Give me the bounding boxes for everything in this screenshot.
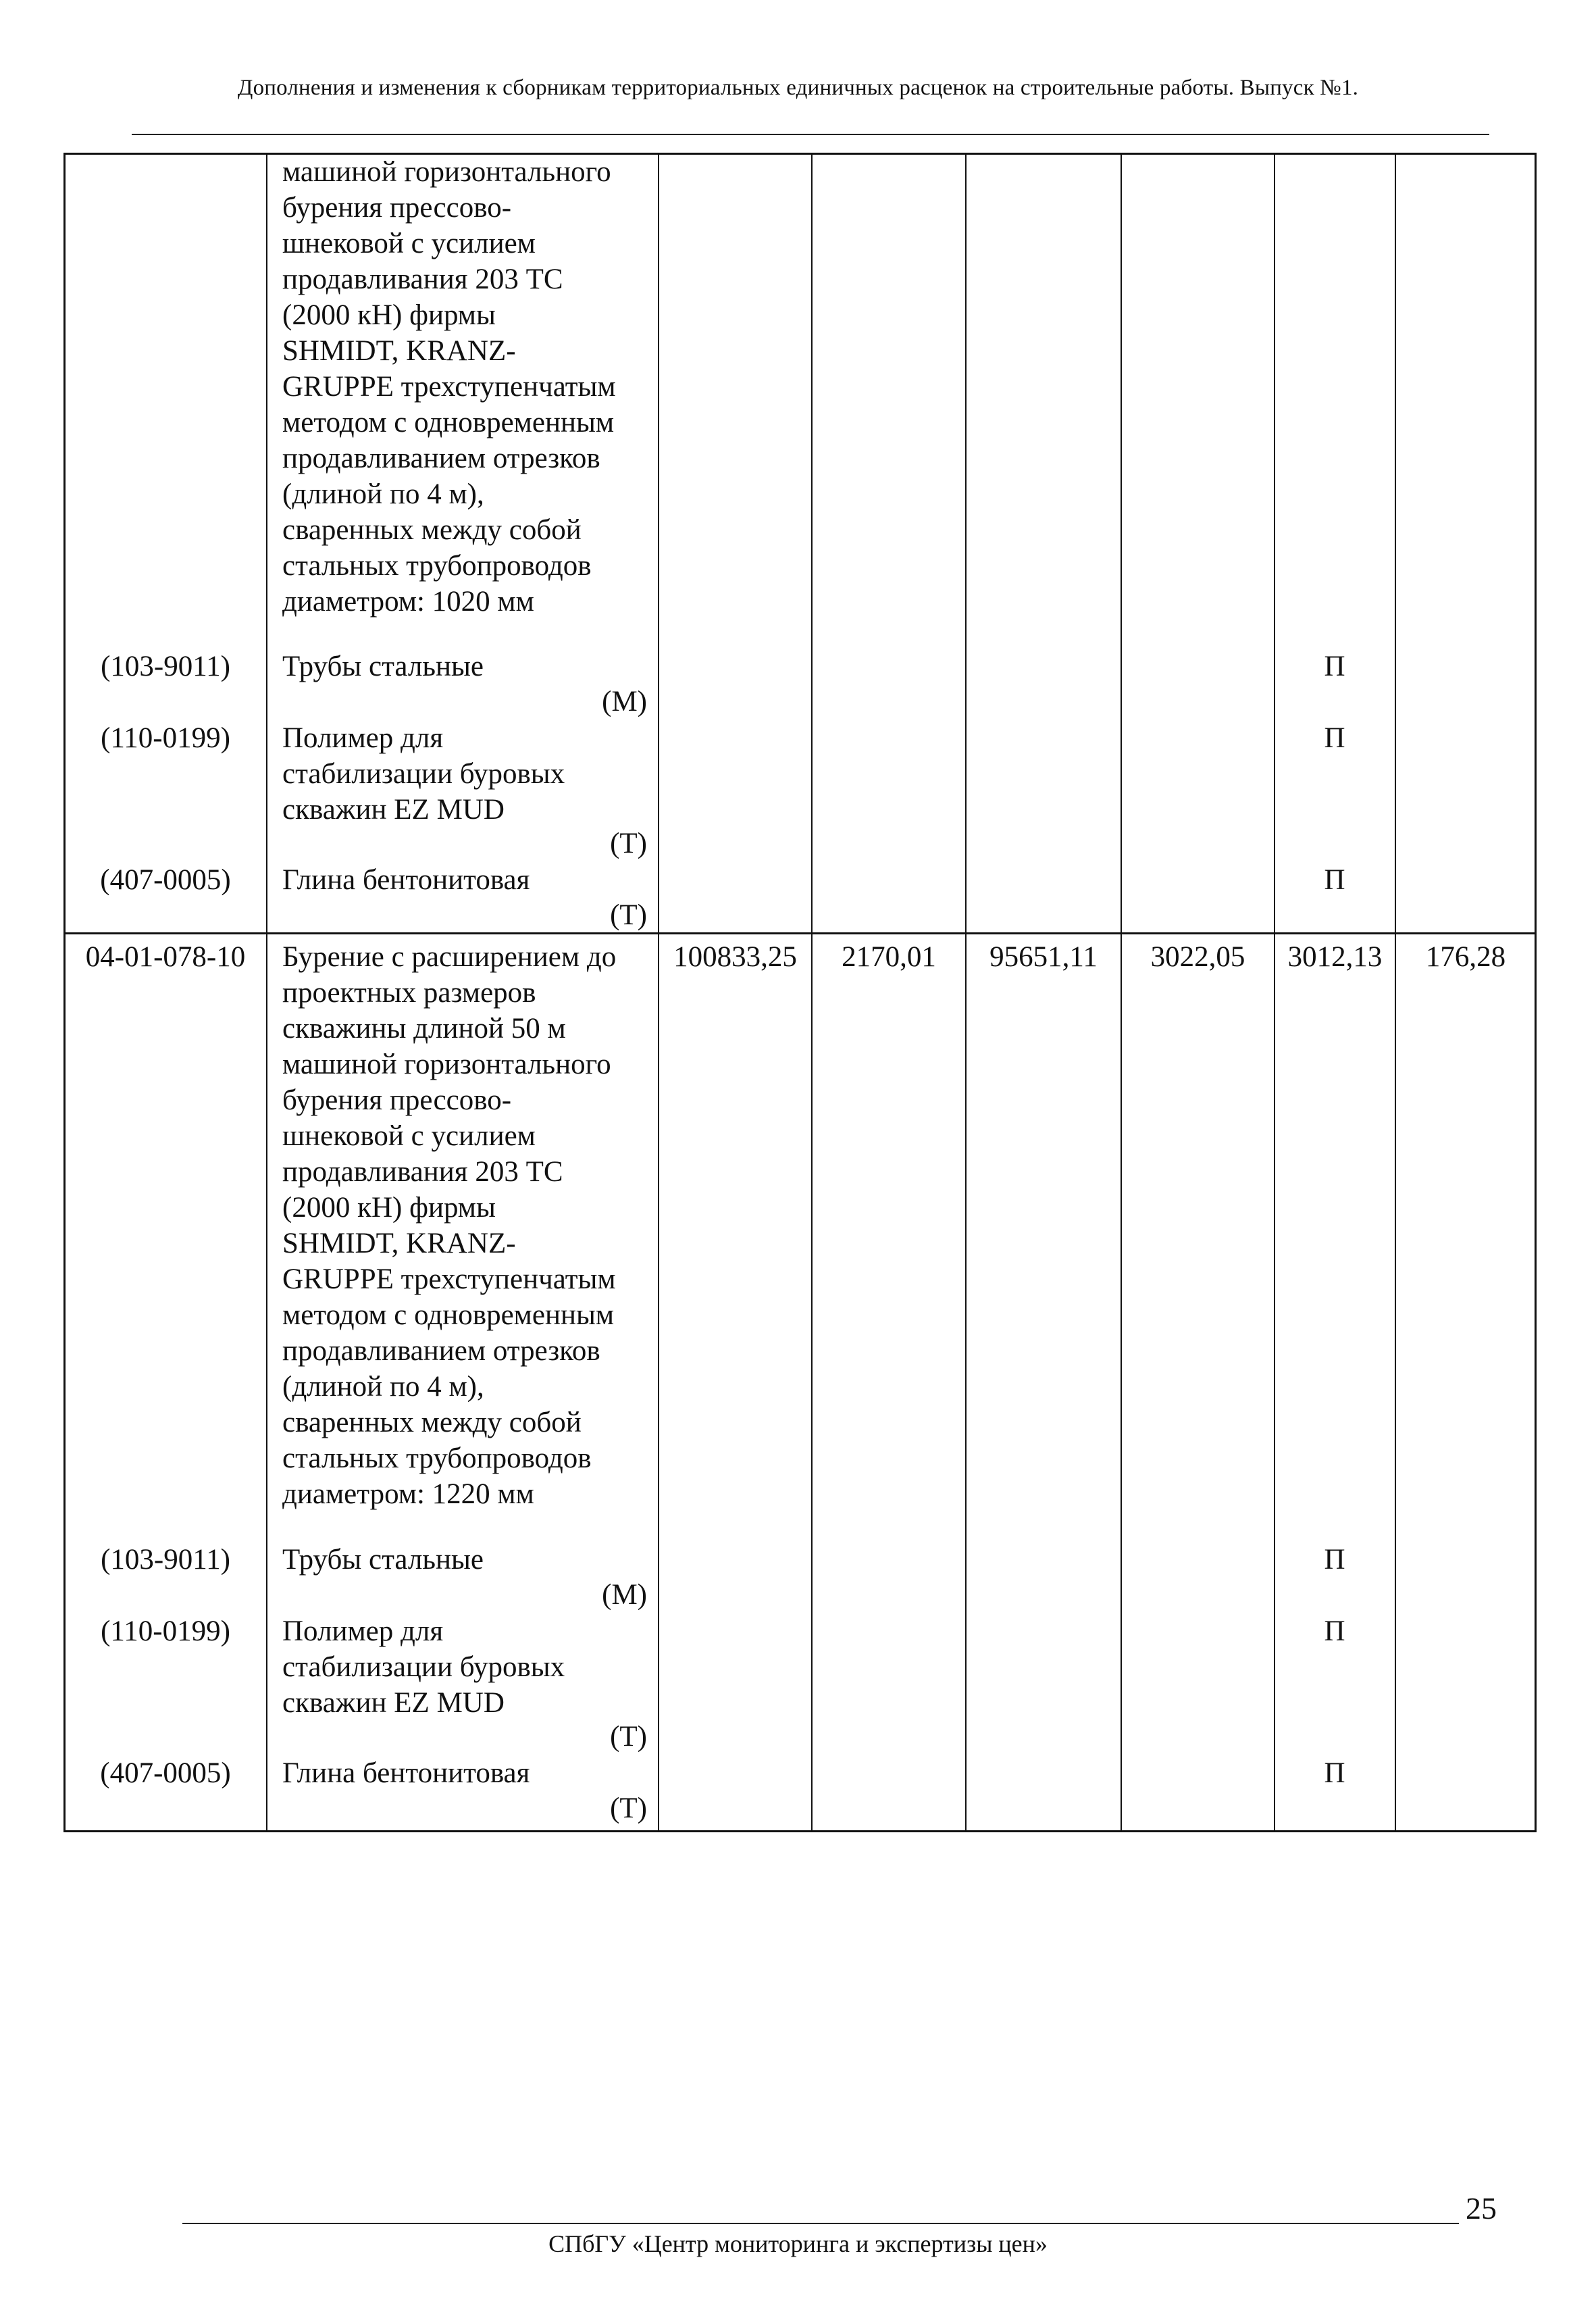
- col-divider-price3: [1121, 153, 1122, 1832]
- col-divider-price2: [965, 153, 967, 1832]
- material-name: Трубы стальные: [282, 651, 484, 682]
- price-machines: 95651,11: [989, 941, 1098, 973]
- material-name: Глина бентонитовая: [282, 864, 530, 896]
- price-labor: 176,28: [1425, 941, 1506, 973]
- material-unit: (Т): [610, 1721, 647, 1753]
- material-flag: П: [1324, 864, 1345, 896]
- footer-divider: [182, 2223, 1459, 2224]
- page-number: 25: [1466, 2191, 1497, 2225]
- material-unit: (М): [602, 686, 647, 718]
- material-flag: П: [1324, 722, 1345, 754]
- material-flag: П: [1324, 651, 1345, 682]
- col-divider-code: [266, 153, 267, 1832]
- material-name: Трубы стальные: [282, 1544, 484, 1576]
- material-code: (110-0199): [101, 1615, 230, 1647]
- col-divider-desc: [658, 153, 659, 1832]
- material-name: Глина бентонитовая: [282, 1757, 530, 1789]
- material-name: Полимер для стабилизации буровых скважин EZ MUD: [282, 722, 565, 826]
- material-flag: П: [1324, 1757, 1345, 1789]
- rate-code: 04-01-078-10: [85, 941, 246, 973]
- material-unit: (Т): [610, 899, 647, 931]
- document-header: Дополнения и изменения к сборникам территориальных единичных расценок на строительные работы. Выпуск №1.: [237, 76, 1359, 100]
- material-unit: (М): [602, 1579, 647, 1611]
- rate-description: Бурение с расширением до проектных размеров скважины длиной 50 м машиной горизонтального бурения прессово- шнековой с усилием продавливания 203 ТС (2000 кН) фирмы SHMIDT, KRANZ- GRUPPE трехступенчатым методом с одновременным продавливанием отрезков (длиной по 4 м), сваренных между собой стальных трубопроводов диаметром: 1220 мм: [282, 941, 617, 1510]
- material-flag: П: [1324, 1544, 1345, 1576]
- material-flag: П: [1324, 1615, 1345, 1647]
- material-code: (103-9011): [101, 1544, 230, 1576]
- col-divider-price4: [1274, 153, 1275, 1832]
- col-divider-price1: [811, 153, 813, 1832]
- price-materials: 3012,13: [1287, 941, 1383, 973]
- price-wages: 2170,01: [842, 941, 936, 973]
- price-machinist-wages: 3022,05: [1150, 941, 1245, 973]
- header-divider: [132, 134, 1489, 135]
- footer-organization: СПбГУ «Центр мониторинга и экспертизы цен»: [548, 2230, 1048, 2257]
- material-code: (103-9011): [101, 651, 230, 682]
- price-total: 100833,25: [673, 941, 797, 973]
- material-unit: (Т): [610, 828, 647, 859]
- row-description-continuation: машиной горизонтального бурения прессово- шнековой с усилием продавливания 203 ТС (2000 кН) фирмы SHMIDT, KRANZ- GRUPPE трехступенчатым методом с одновременным продавливанием отрезков (длиной по 4 м), сваренных между собой стальных трубопроводов диаметром: 1020 мм: [282, 156, 616, 618]
- material-code: (407-0005): [100, 1757, 231, 1789]
- col-divider-price5: [1395, 153, 1396, 1832]
- material-code: (407-0005): [100, 864, 231, 896]
- material-unit: (Т): [610, 1792, 647, 1824]
- material-code: (110-0199): [101, 722, 230, 754]
- material-name: Полимер для стабилизации буровых скважин EZ MUD: [282, 1615, 565, 1719]
